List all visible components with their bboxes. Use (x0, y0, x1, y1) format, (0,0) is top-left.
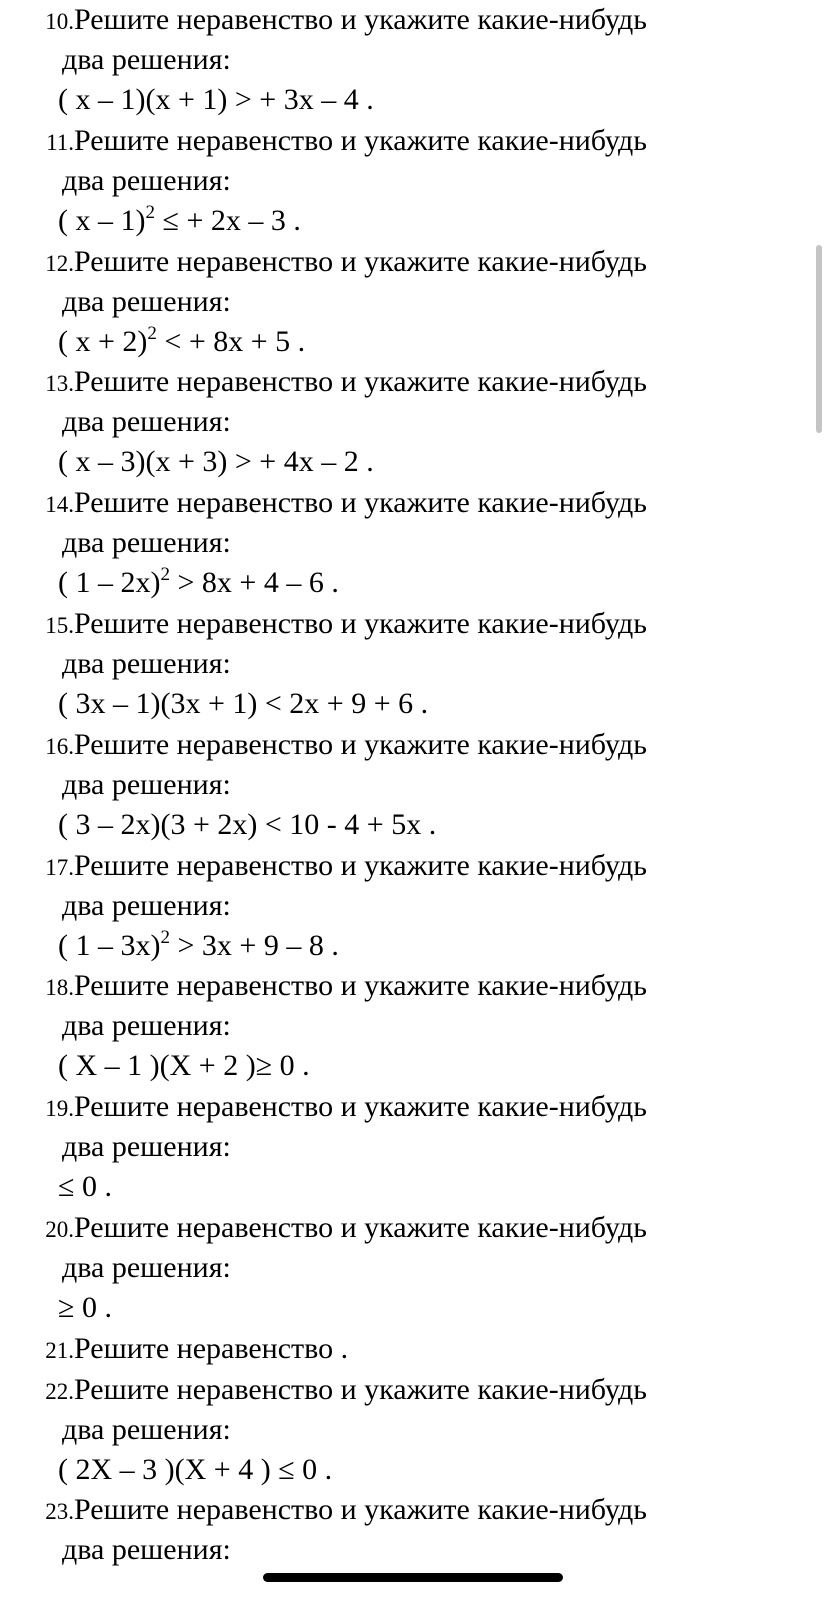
inequality-right: > 8x + 4 – 6 . (169, 566, 339, 599)
inequality (0, 563, 780, 603)
problem-prompt: Решите неравенство и укажите какие-нибудь (74, 245, 647, 278)
problem-prompt: Решите неравенство и укажите какие-нибудь (74, 849, 647, 882)
home-indicator[interactable] (263, 1573, 563, 1582)
exponent: 2 (147, 323, 157, 344)
problem-prompt-continuation: два решения: (62, 768, 231, 801)
inequality (0, 1167, 780, 1207)
problem-prompt-continuation: два решения: (62, 889, 231, 922)
problem-number: 18. (45, 975, 74, 1000)
exponent: 2 (145, 202, 155, 223)
problem-item (0, 121, 780, 241)
problem-item (0, 604, 780, 724)
problem-heading (0, 242, 780, 282)
problem-number: 22. (45, 1379, 74, 1404)
inequality (0, 926, 780, 966)
problem-number: 20. (45, 1217, 74, 1242)
problem-prompt: Решите неравенство . (74, 1332, 349, 1365)
problem-prompt-continuation: два решения: (62, 1251, 231, 1284)
inequality (0, 442, 780, 482)
problem-prompt-continuation: два решения: (62, 526, 231, 559)
exponent: 2 (160, 927, 170, 948)
problem-item (0, 1208, 780, 1328)
problem-prompt: Решите неравенство и укажите какие-нибудь (74, 365, 647, 398)
inequality-left: ( 3x – 1)(3x + 1) < 2x + 9 + 6 . (58, 687, 429, 720)
problem-number: 11. (46, 130, 74, 155)
problem-heading (0, 966, 780, 1006)
inequality-right: ≤ + 2x – 3 . (154, 204, 301, 237)
problem-prompt-continuation: два решения: (62, 1413, 231, 1446)
problem-heading (0, 1329, 780, 1369)
problem-item (0, 1370, 780, 1490)
problem-heading (0, 1208, 780, 1248)
inequality-right: < + 8x + 5 . (156, 325, 306, 358)
inequality-left: ( 1 – 3x) (58, 929, 161, 962)
problem-prompt: Решите неравенство и укажите какие-нибудь (74, 486, 647, 519)
problem-item (0, 362, 780, 482)
problem-heading (0, 604, 780, 644)
problem-number: 19. (45, 1096, 74, 1121)
problem-item (0, 1329, 780, 1369)
inequality-left: ≥ 0 . (58, 1291, 112, 1324)
problem-heading (0, 846, 780, 886)
problem-item (0, 242, 780, 362)
problem-prompt: Решите неравенство и укажите какие-нибудь (74, 607, 647, 640)
problem-prompt-continuation: два решения: (62, 405, 231, 438)
problem-heading (0, 1087, 780, 1127)
problem-prompt: Решите неравенство и укажите какие-нибудь (74, 1373, 647, 1406)
problem-heading (0, 1370, 780, 1410)
problem-prompt-continuation: два решения: (62, 43, 231, 76)
scrollbar[interactable] (816, 245, 822, 433)
problem-prompt-continuation: два решения: (62, 647, 231, 680)
problem-prompt: Решите неравенство и укажите какие-нибудь (74, 1493, 647, 1526)
inequality-left: ( x – 3)(x + 3) > + 4x – 2 . (58, 445, 374, 478)
problem-prompt: Решите неравенство и укажите какие-нибудь (74, 969, 647, 1002)
problem-prompt-continuation: два решения: (62, 1130, 231, 1163)
problem-item (0, 846, 780, 966)
inequality-left: ( x + 2) (58, 325, 148, 358)
inequality-left: ( 1 – 2x) (58, 566, 161, 599)
problem-prompt: Решите неравенство и укажите какие-нибудь (74, 1090, 647, 1123)
inequality-right: > 3x + 9 – 8 . (169, 929, 339, 962)
inequality-left: ≤ 0 . (58, 1170, 112, 1203)
problem-number: 10. (45, 9, 74, 34)
problem-heading (0, 362, 780, 402)
inequality-left: ( 3 – 2x)(3 + 2x) < 10 - 4 + 5x . (58, 808, 437, 841)
problem-prompt-continuation: два решения: (62, 285, 231, 318)
problem-number: 15. (45, 613, 74, 638)
problem-item (0, 1490, 780, 1570)
exponent: 2 (160, 564, 170, 585)
problem-prompt-continuation: два решения: (62, 1533, 231, 1566)
problem-prompt-continuation: два решения: (62, 1009, 231, 1042)
problem-prompt: Решите неравенство и укажите какие-нибудь (74, 124, 647, 157)
inequality (0, 80, 780, 120)
problem-number: 12. (45, 251, 74, 276)
inequality (0, 1046, 780, 1086)
problem-item (0, 1087, 780, 1207)
problem-prompt: Решите неравенство и укажите какие-нибудь (74, 1211, 647, 1244)
inequality (0, 201, 780, 241)
inequality (0, 322, 780, 362)
inequality-left: ( x – 1)(x + 1) > + 3x – 4 . (58, 83, 374, 116)
inequality-left: ( X – 1 )(X + 2 )≥ 0 . (58, 1049, 310, 1082)
problem-number: 14. (45, 492, 74, 517)
problem-item (0, 966, 780, 1086)
problem-number: 21. (45, 1338, 74, 1363)
problem-heading (0, 121, 780, 161)
problem-prompt: Решите неравенство и укажите какие-нибудь (74, 728, 647, 761)
problem-number: 13. (45, 371, 74, 396)
problem-prompt: Решите неравенство и укажите какие-нибудь (74, 3, 647, 36)
problem-heading (0, 0, 780, 40)
problem-item (0, 725, 780, 845)
problem-item (0, 483, 780, 603)
problem-number: 16. (45, 734, 74, 759)
problem-number: 17. (45, 855, 74, 880)
inequality-left: ( x – 1) (58, 204, 146, 237)
problem-prompt-continuation: два решения: (62, 164, 231, 197)
inequality-left: ( 2X – 3 )(X + 4 ) ≤ 0 . (58, 1453, 333, 1486)
inequality (0, 684, 780, 724)
problem-heading (0, 725, 780, 765)
inequality (0, 1288, 780, 1328)
problem-number: 23. (45, 1499, 74, 1524)
problem-item (0, 0, 780, 120)
inequality (0, 1450, 780, 1490)
problem-heading (0, 483, 780, 523)
inequality (0, 805, 780, 845)
problem-heading (0, 1490, 780, 1530)
